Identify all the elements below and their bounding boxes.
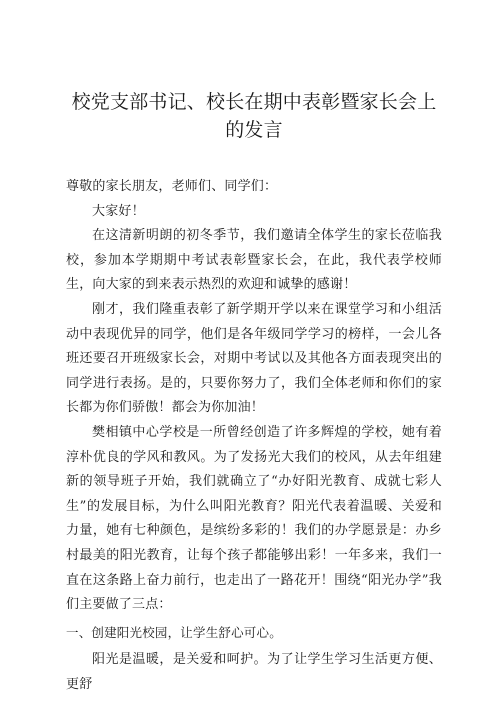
paragraph-welcome: 大家好！ — [92, 203, 145, 219]
paragraph-commendation: 刚才，我们隆重表彰了新学期开学以来在课堂学习和小组活动中表现优异的同学，他们是各年级同学学习的榜样，一会儿各班还要召开班级家长会，对期中考试以及其他各方面表现突出的同学进行表扬。是的，只要你努力了，我们全体老师和你们的家长都为你们骄傲！都会为你加油！ — [66, 301, 442, 416]
paragraph-section-one: 阳光是温暖，是关爱和呵护。为了让学生学习生活更方便、更舒 — [66, 652, 442, 692]
document-title: 校党支部书记、校长在期中表彰暨家长会上的发言 — [71, 91, 437, 141]
section-heading: 一、创建阳光校园，让学生舒心可心。 — [66, 624, 282, 640]
paragraph-school: 樊相镇中心学校是一所曾经创造了许多辉煌的学校，她有着淳朴优良的学风和教风。为了发扬光大我们的校风，从去年组建新的领导班子开始，我们就确立了“办好阳光教育、成就七彩人生”的发展目标，为什么叫阳光教育？阳光代表着温暖、关爱和力量，她有七种颜色，是缤纷多彩的！我们的办学愿景是：办乡村最美的阳光教育，让每个孩子都能够出彩！一年多来，我们一直在这条路上奋力前行，也走出了一路花开！围绕“阳光办学”我们主要做了三点： — [66, 424, 442, 613]
document-body — [66, 175, 442, 697]
greeting: 尊敬的家长朋友，老师们、同学们： — [66, 179, 278, 194]
paragraph-intro: 在这清新明朗的初冬季节，我们邀请全体学生的家长莅临我校，参加本学期期中考试表彰暨家长会，在此，我代表学校师生，向大家的到来表示热烈的欢迎和诚挚的感谢！ — [66, 228, 442, 293]
